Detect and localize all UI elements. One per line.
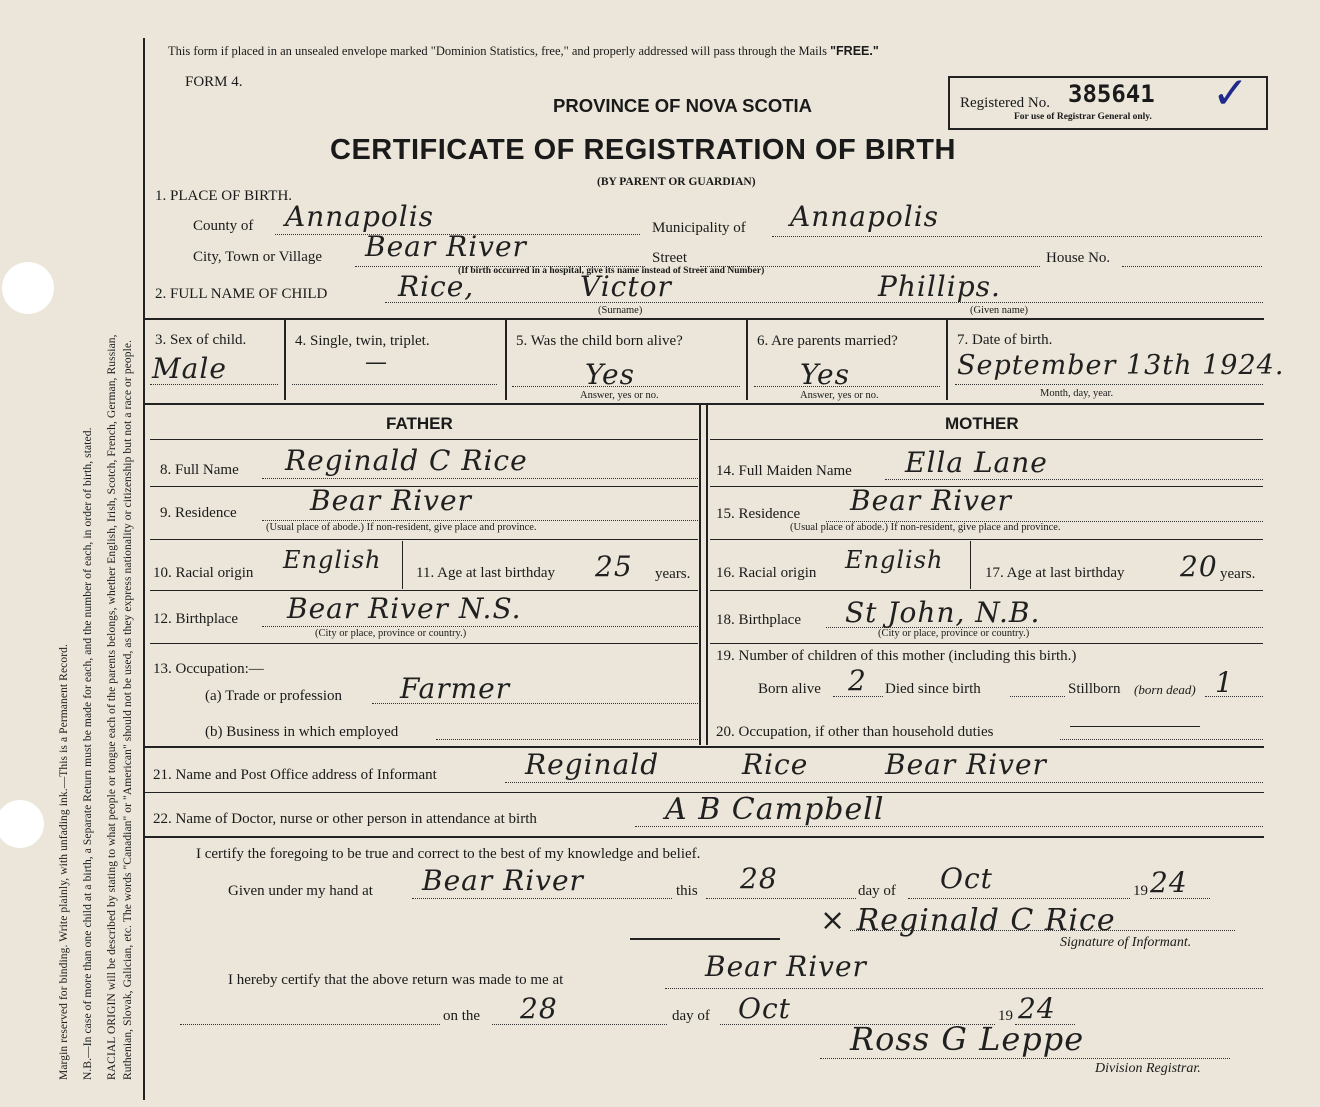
alive-caption: Answer, yes or no. [580,390,659,401]
informant-address: Bear River [885,748,1047,781]
divider [402,541,403,589]
margin-instruction-2: N.B.—In case of more than one child at a birth, a Separate Return must be made for each, and the number of each, in order of birth, stated. [82,427,94,1080]
mother-years: years. [1220,566,1256,582]
mother-heading: MOTHER [945,414,1019,433]
left-border [143,38,145,1100]
child-given-2: Phillips. [878,270,1001,303]
mother-age: 20 [1180,550,1218,583]
stillborn-note: (born dead) [1134,682,1196,697]
father-age: 25 [595,550,633,583]
sex-value: Male [152,352,227,385]
child-name-line [385,302,1263,303]
born-alive-label: Born alive [758,681,821,697]
father-age-label: 11. Age at last birthday [416,565,555,581]
county-value: Annapolis [285,200,435,233]
registered-number: 385641 [1068,80,1155,108]
father-name: Reginald C Rice [285,444,528,477]
street-label: Street [652,250,687,266]
column-divider [699,405,701,745]
divider [505,320,507,400]
day-of-label: day of [858,883,896,899]
registrar-year: 24 [1018,992,1056,1025]
on-the-label: on the [443,1008,481,1024]
divider [144,318,1264,320]
registrar-month: Oct [738,992,791,1025]
registered-label: Registered No. [960,95,1050,111]
divider [630,938,780,940]
given-place: Bear River [422,864,584,897]
father-name-label: 8. Full Name [160,462,239,478]
city-value: Bear River [365,230,527,263]
house-label: House No. [1046,250,1111,266]
check-mark-icon: ✓ [1212,68,1249,119]
certificate-title: CERTIFICATE OF REGISTRATION OF BIRTH [330,134,956,166]
registrar-caption: Division Registrar. [1095,1061,1201,1076]
father-abode-caption: (Usual place of abode.) If non-resident, give place and province. [266,522,537,533]
father-name-line [262,478,698,479]
mother-birthplace-label: 18. Birthplace [716,612,801,628]
doctor-label: 22. Name of Doctor, nurse or other person in attendance at birth [153,811,537,827]
dob-value: September 13th 1924. [957,350,1285,381]
mother-residence-label: 15. Residence [716,506,801,522]
municipality-line [772,236,1262,237]
father-racial-label: 10. Racial origin [153,565,254,581]
divider [710,439,1263,440]
alive-value: Yes [585,358,635,391]
stillborn-value: 1 [1215,666,1234,699]
punch-hole [0,800,44,848]
certify-month: Oct [940,862,993,895]
registered-box [948,68,1268,130]
sex-label: 3. Sex of child. [155,332,247,348]
mother-birthplace: St John, N.B. [845,596,1041,629]
dob-caption: Month, day, year. [1040,388,1114,399]
stillborn-line [1205,696,1263,697]
city-label: City, Town or Village [193,249,323,265]
divider [150,590,698,591]
divider [144,836,1264,838]
mail-notice [168,44,879,59]
child-surname: Rice, [398,270,475,303]
mail-notice-free: "FREE." [830,44,879,58]
informant-signature: × Reginald C Rice [820,903,1116,938]
plurality-label: 4. Single, twin, triplet. [295,333,430,349]
father-birthplace-label: 12. Birthplace [153,611,238,627]
margin-instruction-3: RACIAL ORIGIN will be described by stating to what people or tongue each of the parents belongs, whether English, Irish, Scotch, French, German, Russian, [106,334,118,1080]
province-heading: PROVINCE OF NOVA SCOTIA [553,95,813,116]
certificate-subtitle: (BY PARENT OR GUARDIAN) [597,176,756,188]
pencil-stroke [1070,726,1200,727]
mother-racial: English [845,546,944,574]
hospital-note: (If birth occurred in a hospital, give its name instead of Street and Number) [458,266,765,276]
registrar-day-of-label: day of [672,1008,710,1024]
informant-surname: Rice [742,748,809,781]
divider [150,643,698,644]
divider [144,746,1264,748]
house-line [1122,266,1262,267]
father-trade-label: (a) Trade or profession [205,688,343,704]
county-label: County of [193,218,254,234]
father-residence-line [262,520,698,521]
father-trade: Farmer [400,672,511,705]
mother-name: Ella Lane [905,446,1048,479]
divider [746,320,748,400]
mother-residence: Bear River [850,484,1012,517]
mail-notice-text: This form if placed in an unsealed envelope marked "Dominion Statistics, free," and properly addressed will pass through the Mails [168,44,831,58]
this-label: this [676,883,698,899]
married-value: Yes [800,358,850,391]
column-divider [706,405,708,745]
registrar-day: 28 [520,992,558,1025]
registrar-day-line [492,1024,667,1025]
divider [946,320,948,400]
divider [284,320,286,400]
born-alive-value: 2 [848,664,867,697]
father-occupation-label: 13. Occupation:— [153,661,264,677]
margin-instruction-1: Margin reserved for binding. Write plainly, with unfading ink.—This is a Permanent Record. [58,644,70,1080]
father-racial: English [283,546,382,574]
informant-label: 21. Name and Post Office address of Informant [153,767,437,783]
married-caption: Answer, yes or no. [800,390,879,401]
doctor-name: A B Campbell [665,792,885,827]
surname-caption: (Surname) [598,305,643,316]
divider [710,539,1263,540]
mother-birthplace-caption: (City or place, province or country.) [878,628,1030,639]
divider [710,643,1263,644]
form-number: FORM 4. [185,74,243,90]
married-label: 6. Are parents married? [757,333,898,349]
died-label: Died since birth [885,681,981,697]
divider [150,439,698,440]
mother-children-label: 19. Number of children of this mother (including this birth.) [716,648,1077,664]
given-label: Given under my hand at [228,883,373,899]
mother-occupation-line [1060,739,1263,740]
margin-instruction-4: Ruthenian, Slovak, Galician, etc. The words "Canadian" or "American" should not be used, as they express nationality or citizenship but not a race or people. [122,339,134,1080]
dob-label: 7. Date of birth. [957,332,1053,348]
dob-line [955,384,1263,385]
died-line [1010,696,1065,697]
day-line [706,898,856,899]
registrar-signature-line [820,1058,1230,1059]
place-heading: 1. PLACE OF BIRTH. [155,188,293,204]
father-birthplace-line [262,626,698,627]
mother-racial-label: 16. Racial origin [716,565,817,581]
father-business-line [436,739,698,740]
year-prefix: 19 [1133,883,1148,899]
certify-statement: I certify the foregoing to be true and correct to the best of my knowledge and belief. [196,846,701,862]
registrar-year-prefix: 19 [998,1008,1013,1024]
divider [970,541,971,589]
mother-name-line [885,479,1263,480]
informant-line [505,782,1263,783]
father-birthplace: Bear River N.S. [287,592,522,625]
father-years: years. [655,566,691,582]
certify-day: 28 [740,862,778,895]
given-caption: (Given name) [970,305,1029,316]
father-residence-label: 9. Residence [160,505,237,521]
informant-caption: Signature of Informant. [1060,935,1192,950]
registrar-place-line [665,988,1263,989]
plurality-value: — [365,350,388,375]
father-business-label: (b) Business in which employed [205,724,399,740]
registrar-statement: I hereby certify that the above return was made to me at [228,972,564,988]
registrar-place: Bear River [705,950,867,983]
child-given-1: Victor [580,270,672,303]
divider [710,590,1263,591]
mother-age-label: 17. Age at last birthday [985,565,1125,581]
signature-line [850,930,1235,931]
divider [150,539,698,540]
mother-name-label: 14. Full Maiden Name [716,463,852,479]
certify-year: 24 [1150,866,1188,899]
father-birthplace-caption: (City or place, province or country.) [315,628,467,639]
punch-hole [2,262,54,314]
alive-label: 5. Was the child born alive? [516,333,683,349]
registrar-note: For use of Registrar General only. [1014,112,1152,122]
child-name-label: 2. FULL NAME OF CHILD [155,286,328,302]
registrar-blank-line [180,1024,440,1025]
registrar-signature: Ross G Leppe [850,1020,1085,1058]
informant-name: Reginald [525,748,660,781]
father-residence: Bear River [310,484,472,517]
mother-occupation-label: 20. Occupation, if other than household duties [716,724,994,740]
mother-abode-caption: (Usual place of abode.) If non-resident, give place and province. [790,522,1061,533]
divider [144,403,1264,405]
father-heading: FATHER [386,414,453,433]
municipality-value: Annapolis [790,200,940,233]
stillborn-label: Stillborn [1068,681,1121,697]
plurality-line [292,384,497,385]
month-line [908,898,1130,899]
given-line [412,898,672,899]
municipality-label: Municipality of [652,220,746,236]
